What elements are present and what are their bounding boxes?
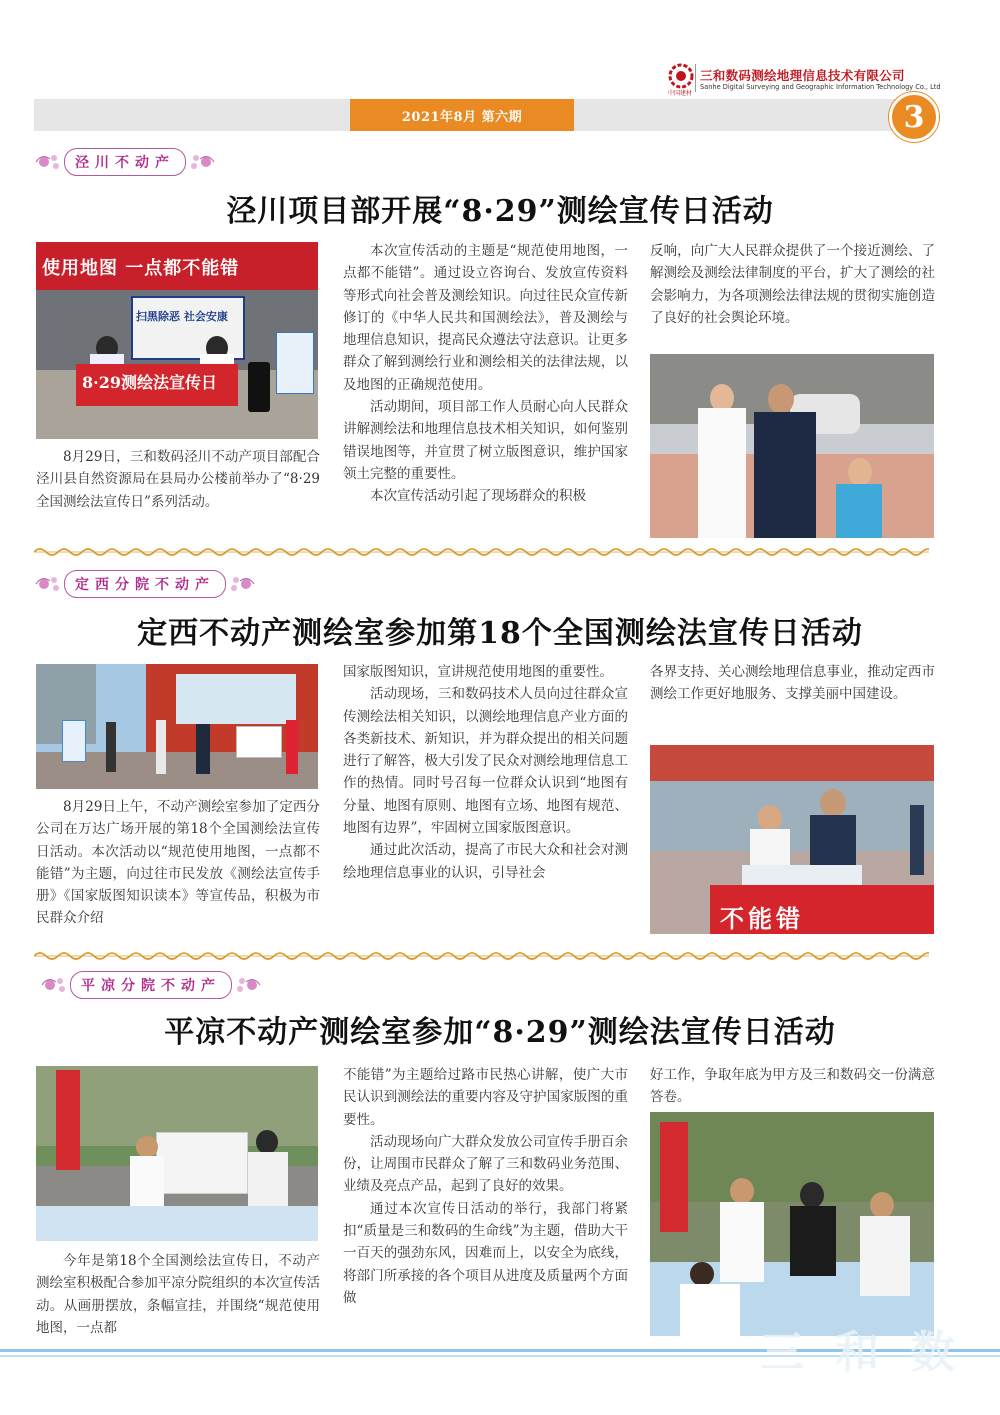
flower-ornament-icon xyxy=(34,149,64,175)
article-column-3 xyxy=(650,661,935,706)
photo-sign-text: 扫黑除恶 社会安康 xyxy=(136,310,228,323)
paragraph: 活动期间，项目部工作人员耐心向人民群众讲解测绘法和地理信息技术相关知识，如何鉴别错误地图等，并宣贯了树立版图意识，维护国家领土完整的重要性。 xyxy=(343,399,628,482)
event-photo xyxy=(36,1066,318,1241)
event-photo xyxy=(650,745,934,934)
company-logo-icon xyxy=(668,63,694,89)
page-number: 3 xyxy=(889,92,939,142)
article-column-1 xyxy=(36,796,320,930)
paragraph: 反响，向广大人民群众提供了一个接近测绘、了解测绘及测绘法律制度的平台，扩大了测绘的社会影响力，为各项测绘法律法规的贯彻实施创造了良好的社会舆论环境。 xyxy=(650,243,935,326)
article-column-1 xyxy=(36,446,320,513)
section-tag-jingchuan xyxy=(34,146,216,178)
paragraph: 通过本次宣传日活动的举行，我部门将紧扣“质量是三和数码的生命线”为主题，借助大干一百天的强劲东风，因难而上，以安全为底线，将部门所承接的各个项目从进度及质量两个方面做 xyxy=(343,1200,628,1306)
paragraph: 本次宣传活动的主题是“规范使用地图，一点都不能错”。通过设立咨询台、发放宣传资料等形式向社会普及测绘知识。向过往民众宣传新修订的《中华人民共和国测绘法》，普及测绘与地理信息知识，提高民众遵法守法意识。让更多群众了解到测绘行业和测绘相关的法律法规，以及地图的正确规范使用。 xyxy=(343,243,628,393)
event-photo xyxy=(650,354,934,538)
event-photo xyxy=(36,242,318,439)
article-title: 定西不动产测绘室参加第18个全国测绘法宣传日活动 xyxy=(137,616,863,651)
flower-ornament-icon xyxy=(186,149,216,175)
section-tag-pingliang xyxy=(40,969,262,1001)
paragraph: 活动现场向广大群众发放公司宣传手册百余份，让周围市民群众了解了三和数码业务范围、业绩及亮点产品，起到了良好的效果。 xyxy=(343,1133,628,1195)
paragraph: 好工作，争取年底为甲方及三和数码交一份满意答卷。 xyxy=(650,1067,935,1106)
article-title: 泾川项目部开展“8·29”测绘宣传日活动 xyxy=(226,194,774,229)
paragraph: 各界支持、关心测绘地理信息事业，推动定西市测绘工作更好地服务、支撑美丽中国建设。 xyxy=(650,664,935,703)
footer-watermark: 三 和 数 xyxy=(760,1327,963,1378)
article-column-1 xyxy=(36,1250,320,1339)
paragraph: 活动现场，三和数码技术人员向过往群众宣传测绘法相关知识，以测绘地理信息产业方面的各类新技术、新知识，并为群众提出的相关问题进行了解答，极大引发了民众对测绘地理信息工作的热情。同时号召每一位群众认识到“地图有分量、地图有原则、地图有立场、地图有规范、地图有边界”，牢固树立国家版图意识。 xyxy=(343,686,628,837)
flower-ornament-icon xyxy=(34,571,64,597)
paragraph: 国家版图知识，宣讲规范使用地图的重要性。 xyxy=(343,664,613,680)
section-tag-dingxi xyxy=(34,568,256,600)
photo-banner-text: 使用地图 一点都不能错 xyxy=(42,258,240,279)
paragraph: 不能错”为主题给过路市民热心讲解，使广大市民认识到测绘法的重要内容及守护国家版图的重要性。 xyxy=(343,1067,628,1128)
article-column-2 xyxy=(343,661,628,884)
section-divider xyxy=(34,546,929,558)
company-name-en: Sanhe Digital Surveying and Geographic Information Technology Co., Ltd xyxy=(700,83,941,91)
flower-ornament-icon xyxy=(232,972,262,998)
paragraph: 本次宣传活动引起了现场群众的积极 xyxy=(370,488,586,505)
issue-label: 2021年8月 第六期 xyxy=(350,99,574,131)
section-tag-label: 定西分院不动产 xyxy=(64,570,226,598)
article-column-3 xyxy=(650,1064,935,1109)
section-tag-label: 泾川不动产 xyxy=(64,148,186,176)
logo-divider xyxy=(695,64,696,92)
paragraph: 今年是第18个全国测绘法宣传日，不动产测绘室积极配合参加平凉分院组织的本次宣传活动。从画册摆放，条幅宣挂，并围绕“规范使用地图，一点都 xyxy=(36,1253,320,1336)
company-name: 三和数码测绘地理信息技术有限公司 xyxy=(700,68,905,83)
paragraph: 8月29日，三和数码泾川不动产项目部配合泾川县自然资源局在县局办公楼前举办了“8·29全国测绘法宣传日”系列活动。 xyxy=(36,449,320,510)
article-title: 平凉不动产测绘室参加“8·29”测绘法宣传日活动 xyxy=(164,1015,836,1050)
event-photo xyxy=(36,664,318,789)
section-divider xyxy=(34,950,929,962)
section-tag-label: 平凉分院不动产 xyxy=(70,971,232,999)
logo-subtitle: 中国建材 xyxy=(668,90,693,97)
article-column-2 xyxy=(343,1064,628,1309)
photo-table-banner: 不能错 xyxy=(720,904,804,933)
article-column-2 xyxy=(343,240,628,508)
flower-ornament-icon xyxy=(226,571,256,597)
paragraph: 8月29日上午，不动产测绘室参加了定西分公司在万达广场开展的第18个全国测绘法宣传日活动。本次活动以“规范使用地图，一点都不能错”为主题，向过往市民发放《测绘法宣传手册》《国家版图知识读本》等宣传品，积极为市民群众介绍 xyxy=(36,799,320,927)
paragraph: 通过此次活动，提高了市民大众和社会对测绘地理信息事业的认识，引导社会 xyxy=(343,842,628,881)
photo-table-banner: 8·29测绘法宣传日 xyxy=(82,373,217,392)
article-column-3 xyxy=(650,240,935,329)
flower-ornament-icon xyxy=(40,972,70,998)
event-photo xyxy=(650,1112,934,1336)
